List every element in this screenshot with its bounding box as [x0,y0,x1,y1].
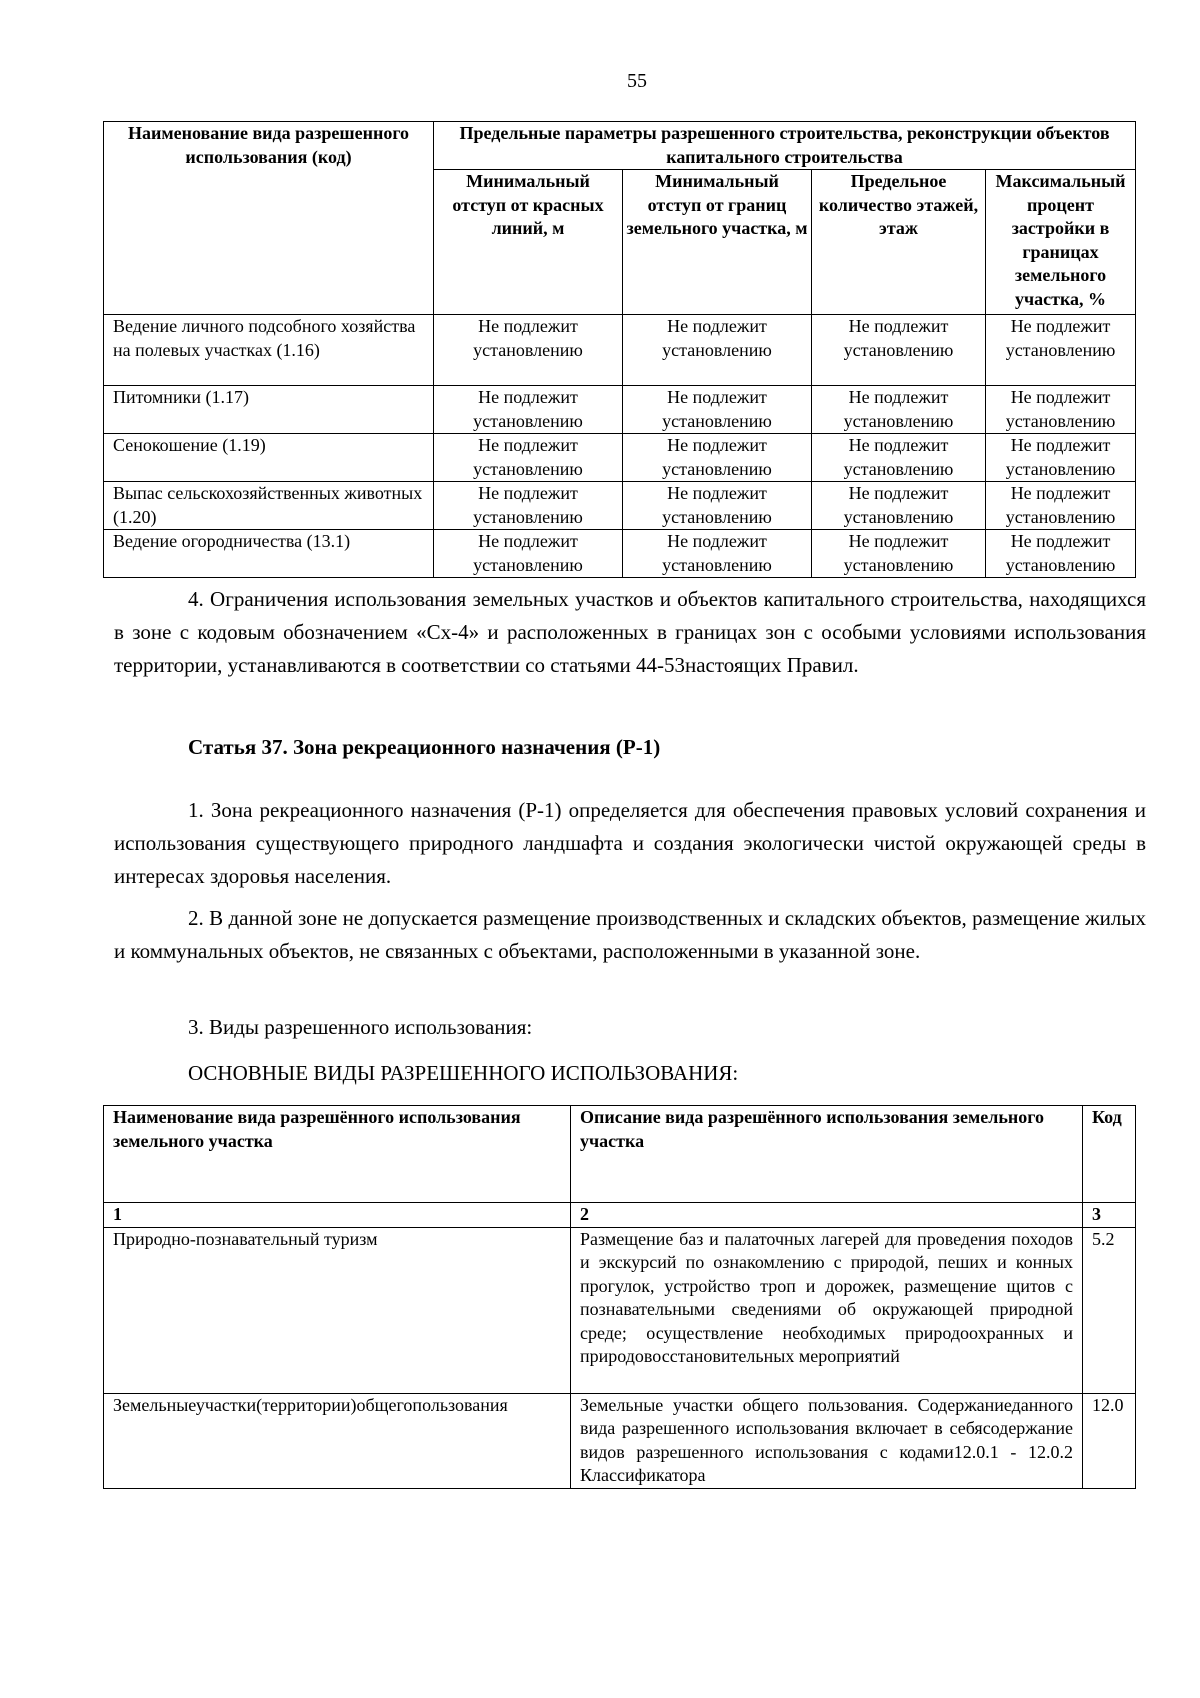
table-row [104,530,1136,578]
table-header-row [104,1106,1136,1203]
row-value: Не подлежит установлению [623,530,812,578]
row-name: Питомники (1.17) [104,386,434,434]
row-value: Не подлежит установлению [986,386,1136,434]
row-value: Не подлежит установлению [623,315,812,386]
row-value: Не подлежит установлению [986,434,1136,482]
row-value: Не подлежит установлению [434,482,623,530]
use-name: Природно-познавательный туризм [104,1227,571,1393]
row-value: Не подлежит установлению [434,434,623,482]
row-value: Не подлежит установлению [434,315,623,386]
column-header-min-offset-red-lines: Минимальный отступ от красных линий, м [434,170,623,315]
article-paragraph-1: 1. Зона рекреационного назначения (Р-1) определяется для обеспечения правовых условий сохранения и использования существующего природного ландшафта и создания экологически чистой окружающей среды в интересах здоровья населения. [114,798,1146,888]
row-name: Ведение огородничества (13.1) [104,530,434,578]
row-name: Выпас сельскохозяйственных животных (1.20) [104,482,434,530]
column-header-use-name: Наименование вида разрешённого использования земельного участка [104,1106,571,1203]
column-header-min-offset-plot-borders: Минимальный отступ от границ земельного участка, м [623,170,812,315]
row-name: Ведение личного подсобного хозяйства на полевых участках (1.16) [104,315,434,386]
row-value: Не подлежит установлению [986,315,1136,386]
table-row [104,482,1136,530]
table-row [104,1227,1136,1393]
row-value: Не подлежит установлению [623,482,812,530]
row-value: Не подлежит установлению [986,530,1136,578]
row-value: Не подлежит установлению [812,530,986,578]
article-title: Статья 37. Зона рекреационного назначения (Р-1) [188,735,661,759]
article-paragraph-3: 3. Виды разрешенного использования: [188,1015,533,1039]
column-number: 2 [571,1203,1083,1228]
column-header-name: Наименование вида разрешенного использования (код) [104,122,434,315]
row-value: Не подлежит установлению [812,386,986,434]
table-header-row [104,122,1136,170]
table-row [104,315,1136,386]
table-row [104,386,1136,434]
row-value: Не подлежит установлению [434,386,623,434]
table-row [104,434,1136,482]
column-header-code: Код [1083,1106,1136,1203]
section-title: ОСНОВНЫЕ ВИДЫ РАЗРЕШЕННОГО ИСПОЛЬЗОВАНИЯ: [188,1061,739,1085]
column-header-group: Предельные параметры разрешенного строительства, реконструкции объектов капитального строительства [434,122,1136,170]
permitted-parameters-table [103,121,1136,578]
row-value: Не подлежит установлению [986,482,1136,530]
row-value: Не подлежит установлению [812,482,986,530]
column-number-row [104,1203,1136,1228]
use-code: 12.0 [1083,1393,1136,1488]
page-number: 55 [627,70,647,92]
row-value: Не подлежит установлению [812,434,986,482]
use-code: 5.2 [1083,1227,1136,1393]
article-paragraph-2: 2. В данной зоне не допускается размещение производственных и складских объектов, размещение жилых и коммунальных объектов, не связанных с объектами, расположенными в указанной зоне. [114,906,1146,963]
use-description: Земельные участки общего пользования. Содержаниеданного вида разрешенного использования включает в себясодержание видов разрешенного использования с кодами12.0.1 - 12.0.2 Классификатора [571,1393,1083,1488]
row-value: Не подлежит установлению [812,315,986,386]
table-row [104,1393,1136,1488]
paragraph-restrictions: 4. Ограничения использования земельных участков и объектов капитального строительства, находящихся в зоне с кодовым обозначением «Сх-4» и расположенных в границах зон с особыми условиями использования территории, устанавливаются в соответствии со статьями 44-53настоящих Правил. [114,587,1146,677]
use-name: Земельныеучастки(территории)общегопользования [104,1393,571,1488]
column-header-description: Описание вида разрешённого использования земельного участка [571,1106,1083,1203]
permitted-uses-table [103,1105,1136,1489]
row-value: Не подлежит установлению [623,386,812,434]
column-number: 3 [1083,1203,1136,1228]
use-description: Размещение баз и палаточных лагерей для проведения походов и экскурсий по ознакомлению с природой, пеших и конных прогулок, устройство троп и дорожек, размещение щитов с познавательными сведениями об окружающей природной среде; осуществление необходимых природоохранных и природовосстановительных мероприятий [571,1227,1083,1393]
row-name: Сенокошение (1.19) [104,434,434,482]
row-value: Не подлежит установлению [623,434,812,482]
column-header-max-floors: Предельное количество этажей, этаж [812,170,986,315]
column-header-max-building-percent: Максимальный процент застройки в границах земельного участка, % [986,170,1136,315]
column-number: 1 [104,1203,571,1228]
row-value: Не подлежит установлению [434,530,623,578]
